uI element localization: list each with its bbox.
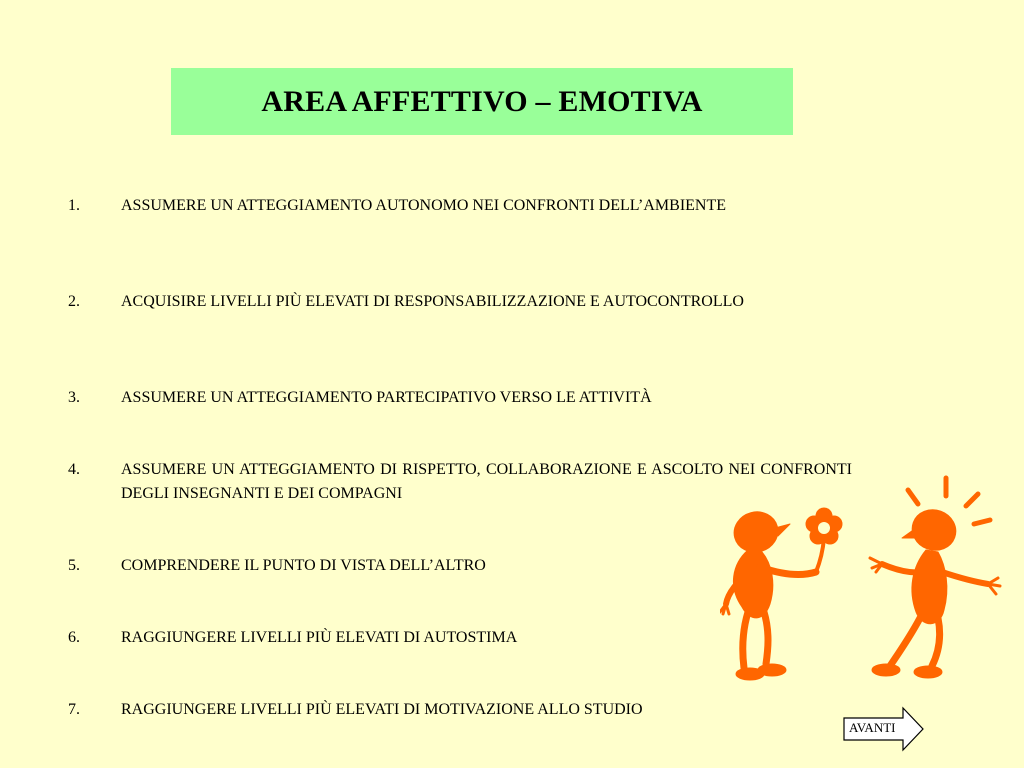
item-number: 3. xyxy=(68,389,80,406)
list-item xyxy=(68,698,852,722)
item-number: 4. xyxy=(68,461,80,478)
item-text: ASSUMERE UN ATTEGGIAMENTO PARTECIPATIVO VERSO LE ATTIVITÀ xyxy=(121,389,652,406)
title-box xyxy=(171,68,793,135)
item-number: 1. xyxy=(68,197,80,214)
list-item xyxy=(68,194,852,218)
item-number: 7. xyxy=(68,701,80,718)
item-text: COMPRENDERE IL PUNTO DI VISTA DELL’ALTRO xyxy=(121,557,486,574)
next-button-label: AVANTI xyxy=(849,720,896,735)
item-text: ASSUMERE UN ATTEGGIAMENTO AUTONOMO NEI CONFRONTI DELL’AMBIENTE xyxy=(121,197,727,214)
item-text: ASSUMERE UN ATTEGGIAMENTO DI RISPETTO, COLLABORAZIONE E ASCOLTO NEI CONFRONTI DEGLI INSEGNANTI E DEI COMPAGNI xyxy=(121,461,852,502)
item-number: 5. xyxy=(68,557,80,574)
list-item xyxy=(68,290,852,314)
item-number: 2. xyxy=(68,293,80,310)
item-number: 6. xyxy=(68,629,80,646)
next-button[interactable] xyxy=(843,706,925,752)
item-text: ACQUISIRE LIVELLI PIÙ ELEVATI DI RESPONSABILIZZAZIONE E AUTOCONTROLLO xyxy=(121,293,744,310)
two-figures-giving-flower-icon xyxy=(720,472,1010,687)
page-title: AREA AFFETTIVO – EMOTIVA xyxy=(261,84,703,118)
item-text: RAGGIUNGERE LIVELLI PIÙ ELEVATI DI AUTOSTIMA xyxy=(121,629,518,646)
list-item xyxy=(68,386,852,410)
item-text: RAGGIUNGERE LIVELLI PIÙ ELEVATI DI MOTIVAZIONE ALLO STUDIO xyxy=(121,701,643,718)
